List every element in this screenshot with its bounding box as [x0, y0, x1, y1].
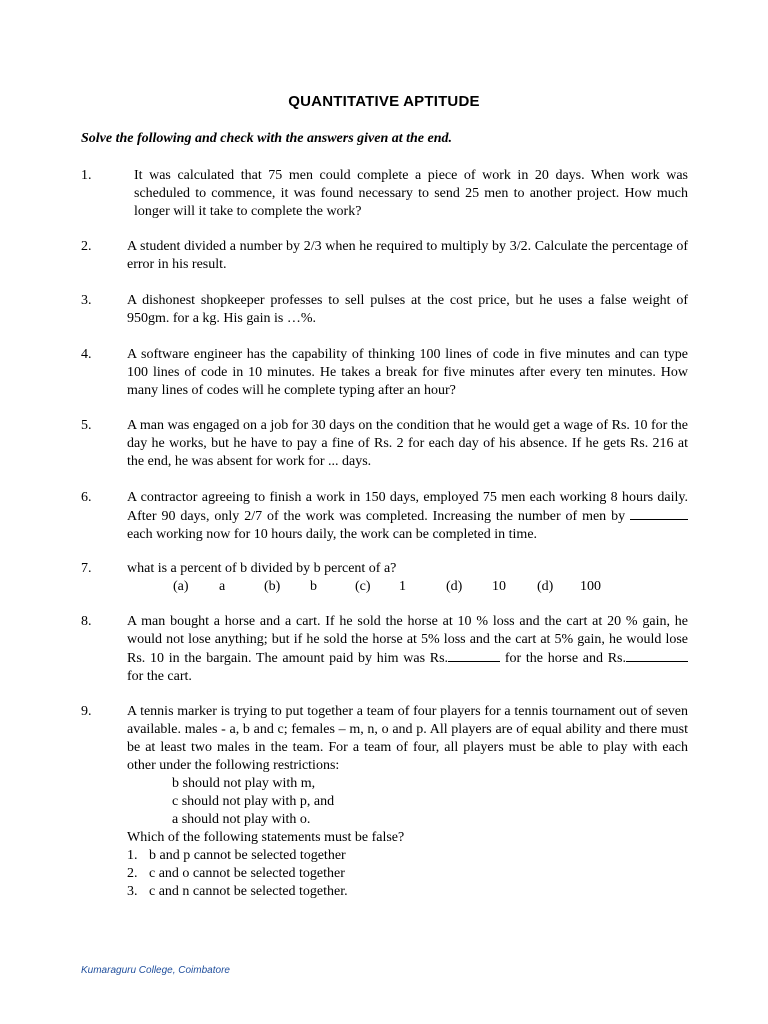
- question-number: 8.: [81, 614, 92, 629]
- question-text-part: for the horse and Rs.: [504, 651, 627, 666]
- question-text: [127, 613, 688, 686]
- question-2: [81, 238, 688, 274]
- question-text: what is a percent of b divided by b percent of a?: [127, 561, 397, 576]
- question-number: 1.: [81, 168, 92, 183]
- question-number: 5.: [81, 418, 92, 433]
- question-text-part: for the cart.: [127, 669, 192, 684]
- answer-blank: [448, 649, 500, 662]
- question-number: 2.: [81, 239, 92, 254]
- question-text-part: A contractor agreeing to finish a work in 150 days, employed 75 men each working 8 hours daily. After 90 days, only 2/7 of the work was completed. Increasing the number of men by: [127, 490, 688, 524]
- statement-number: 3.: [127, 884, 138, 899]
- question-text: [127, 489, 688, 544]
- option-value: 10: [492, 579, 506, 594]
- option-value: 100: [580, 579, 601, 594]
- statement-number: 2.: [127, 866, 138, 881]
- question-text: A dishonest shopkeeper professes to sell pulses at the cost price, but he uses a false weight of 950gm. for a kg. His gain is …%.: [127, 293, 688, 326]
- question-8: [81, 613, 688, 686]
- statements-list: [127, 847, 688, 901]
- statement-item: [127, 883, 688, 901]
- question-text: It was calculated that 75 men could complete a piece of work in 20 days. When work was scheduled to commence, it was found necessary to send 25 men to another project. How much longer will it take to complete the work?: [134, 168, 688, 219]
- question-number: 6.: [81, 490, 92, 505]
- question-text-part: each working now for 10 hours daily, the work can be completed in time.: [127, 527, 538, 542]
- restriction-item: b should not play with m,: [172, 776, 316, 791]
- answer-blank: [626, 649, 688, 662]
- statement-text: c and o cannot be selected together: [149, 866, 345, 881]
- restriction-item: a should not play with o.: [172, 812, 311, 827]
- question-number: 7.: [81, 561, 92, 576]
- question-5: [81, 417, 688, 471]
- statement-text: b and p cannot be selected together: [149, 848, 346, 863]
- instruction: Solve the following and check with the answers given at the end.: [81, 131, 453, 146]
- question-number: 4.: [81, 347, 92, 362]
- statement-item: [127, 847, 688, 865]
- page-title: QUANTITATIVE APTITUDE: [288, 93, 480, 110]
- answer-blank: [630, 507, 688, 520]
- question-text: A software engineer has the capability of thinking 100 lines of code in five minutes and can type 100 lines of code in 10 minutes. He takes a break for five minutes after every ten minutes. How many lines of codes will he complete typing after an hour?: [127, 347, 688, 398]
- restrictions-list: [172, 775, 688, 829]
- option-value: a: [219, 579, 226, 594]
- question-6: [81, 489, 688, 544]
- statement-number: 1.: [127, 848, 138, 863]
- option-label: (c): [355, 579, 371, 594]
- statement-item: [127, 865, 688, 883]
- page-footer: Kumaraguru College, Coimbatore: [81, 965, 230, 976]
- question-number: 3.: [81, 293, 92, 308]
- question-number: 9.: [81, 704, 92, 719]
- question-text: A man was engaged on a job for 30 days on the condition that he would get a wage of Rs. 10 for the day he works, but he have to pay a fine of Rs. 2 for each day of his absence. If he gets Rs. 216 at the end, he was absent for work for ... days.: [127, 418, 688, 469]
- statement-text: c and n cannot be selected together.: [149, 884, 348, 899]
- question-3: [81, 292, 688, 328]
- option-value: b: [310, 579, 317, 594]
- question-text: A tennis marker is trying to put together a team of four players for a tennis tournament out of seven available. males - a, b and c; females – m, n, o and p. All players are of equal ability and there must be at least two males in the team. For a team of four, all players must be able to play with each other under the following restrictions:: [127, 704, 688, 773]
- option-label: (d): [537, 579, 554, 594]
- question-4: [81, 346, 688, 400]
- option-label: (b): [264, 579, 281, 594]
- option-label: (a): [173, 579, 189, 594]
- answer-options: [173, 578, 688, 596]
- sub-question-text: Which of the following statements must be false?: [127, 830, 405, 845]
- option-label: (d): [446, 579, 463, 594]
- question-text-part: A man bought a horse and a cart. If he sold the horse at 10 % loss and the cart at 20 % gain, he would not lose anything; but if he sold the horse at 5% loss and the cart at 5% gain, he would lose Rs. 10 in the bargain. The amount paid by him was Rs.: [127, 614, 688, 666]
- question-1: [81, 167, 688, 221]
- restriction-item: c should not play with p, and: [172, 794, 335, 809]
- option-value: 1: [399, 579, 406, 594]
- question-7: [81, 560, 688, 596]
- question-9: [81, 703, 688, 901]
- question-text: A student divided a number by 2/3 when he required to multiply by 3/2. Calculate the percentage of error in his result.: [127, 239, 688, 272]
